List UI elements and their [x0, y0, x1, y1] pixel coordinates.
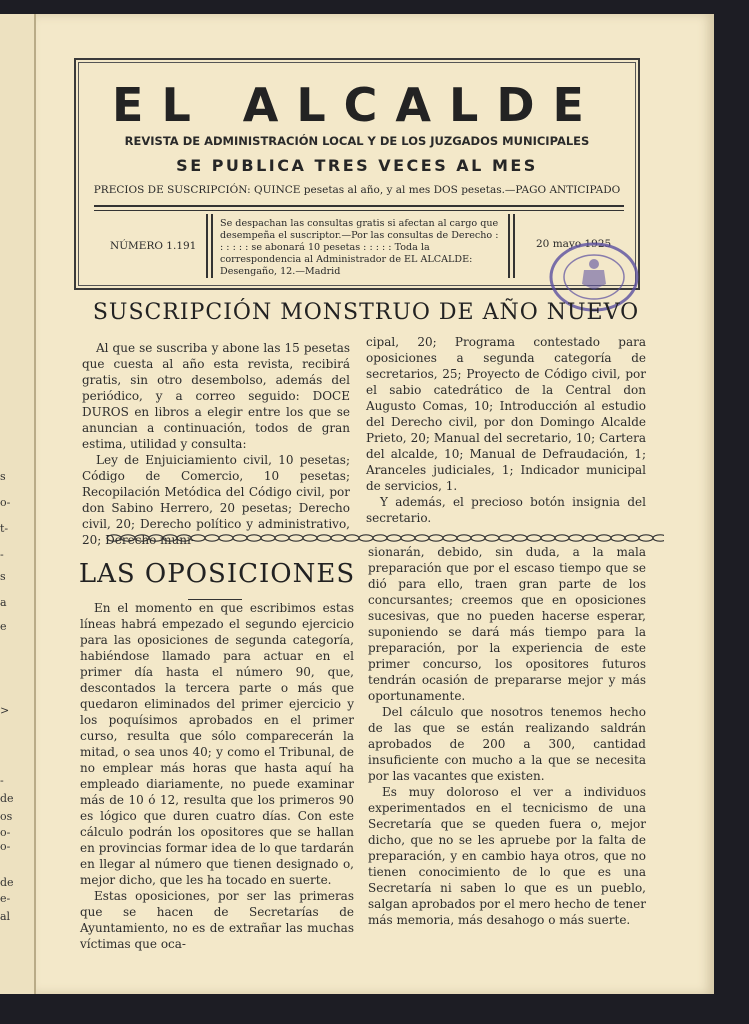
article-headline: SUSCRIPCIÓN MONSTRUO DE AÑO NUEVO — [92, 300, 640, 325]
issue-date: 20 mayo 1925 — [536, 238, 612, 250]
article-column-right — [368, 544, 646, 928]
masthead-divider — [206, 214, 208, 278]
cropped-text-fragment: e — [0, 620, 7, 633]
paragraph: En el momento en que escribimos estas líneas habrá empezado el segundo ejercicio para las oposiciones de segunda categoría, habiéndose llamado para actuar en el primer día hasta el número 90, que, descontados la tercera parte o más que quedaron eliminados del primer ejercicio y los poquísimos aprobados en el primer curso, resulta que sólo comparecerán la mitad, o sea unos 40; y como el Tribunal, de no emplear más horas que hasta aquí ha empleado diariamente, no puede examinar más de 10 ó 12, resulta que los primeros 90 es lógico que duren cuatro días. Con este cálculo podrán los opositores que se hallan en provincias formar idea de lo que tardarán en llegar al número que tienen designado o, mejor dicho, que les ha tocado en suerte. — [80, 601, 354, 887]
cropped-text-fragment: > — [0, 704, 10, 717]
consultation-notice: Se despachan las consultas gratis si afectan al cargo que desempeña el suscriptor.—Por las consultas de Derecho : : : : : : se abonará 10 pesetas : : : : : Toda la correspondencia al Administrador de EL ALCALDE: Desengaño, 12.—Madrid — [220, 218, 499, 277]
cropped-text-fragment: al — [0, 910, 11, 923]
masthead-rule — [94, 205, 624, 207]
masthead-rule — [94, 210, 624, 211]
issue-number: NÚMERO 1.191 — [110, 240, 197, 252]
adjacent-page-edge — [0, 14, 36, 994]
cropped-text-fragment: - — [0, 548, 4, 561]
paragraph: Y además, el precioso botón insignia del secretario. — [366, 495, 646, 525]
masthead-subtitle: REVISTA DE ADMINISTRACIÓN LOCAL Y DE LOS JUZGADOS MUNICIPALES — [124, 134, 590, 148]
paragraph: Del cálculo que nosotros tenemos hecho de las que se están realizando saldrán aprobados de 200 a 300, cantidad insuficiente con mucho a la que se necesita por las vacantes que existen. — [368, 705, 646, 783]
paragraph: Es muy doloroso el ver a individuos experimentados en el tecnicismo de una Secretaría que se queden fuera o, mejor dicho, que no se les apruebe por la falta de preparación, y en cambio haya otros, que no tienen conocimiento de lo que es una Secretaría ni saben lo que es un pueblo, salgan aprobados por el mero hecho de tener más memoria, más desahogo o más suerte. — [368, 785, 646, 927]
masthead-divider — [211, 214, 213, 278]
cropped-text-fragment: a — [0, 596, 7, 609]
article-column-right — [366, 334, 646, 526]
newspaper-page — [36, 14, 714, 994]
cropped-text-fragment: t- — [0, 522, 9, 535]
ornamental-divider — [104, 532, 664, 544]
article-column-left — [82, 340, 350, 548]
cropped-text-fragment: de — [0, 792, 14, 805]
masthead-divider — [513, 214, 515, 278]
subscription-prices: PRECIOS DE SUSCRIPCIÓN: QUINCE pesetas al año, y al mes DOS pesetas.—PAGO ANTICIPADO — [93, 184, 621, 196]
masthead-divider — [508, 214, 510, 278]
cropped-text-fragment: de — [0, 876, 14, 889]
cropped-text-fragment: s — [0, 470, 6, 483]
publication-frequency: SE PUBLICA TRES VECES AL MES — [176, 156, 538, 175]
masthead-title: EL ALCALDE — [112, 78, 602, 132]
paragraph: Ley de Enjuiciamiento civil, 10 pesetas; Código de Comercio, 10 pesetas; Recopilación Metódica del Código civil, por don Sabino Herrero, 20 pesetas; Derecho civil, 20; Derecho político y administrativo, 20; Derecho muni- — [82, 453, 350, 547]
section-headline: LAS OPOSICIONES — [78, 559, 356, 589]
paragraph: Al que se suscriba y abone las 15 pesetas que cuesta al año esta revista, recibirá gratis, sin otro desembolso, además del periódico, y a correo seguido: DOCE DUROS en libros a elegir entre los que se anuncian a continuación, todos de gran estima, utilidad y consulta: — [82, 341, 350, 451]
cropped-text-fragment: - — [0, 774, 4, 787]
article-column-left — [80, 600, 354, 952]
paragraph: sionarán, debido, sin duda, a la mala preparación que por el escaso tiempo que se dió para ello, traen gran parte de los concursantes; creemos que en oposiciones sucesivas, que no pueden hacerse esperar, suponiendo se dará más tiempo para la preparación, por la experiencia de este primer concurso, los opositores futuros tendrán ocasión de prepararse mejor y más oportunamente. — [368, 545, 646, 703]
cropped-text-fragment: s — [0, 570, 6, 583]
cropped-text-fragment: e- — [0, 892, 11, 905]
cropped-text-fragment: o- — [0, 826, 11, 839]
cropped-text-fragment: o- — [0, 840, 11, 853]
paragraph: Estas oposiciones, por ser las primeras que se hacen de Secretarías de Ayuntamiento, no es de extrañar las muchas víctimas que oca- — [80, 889, 354, 951]
cropped-text-fragment: o- — [0, 496, 11, 509]
paragraph: cipal, 20; Programa contestado para oposiciones a segunda categoría de secretarios, 25; Proyecto de Código civil, por el sabio catedrático de la Central don Augusto Comas, 10; Introducción al estudio del Derecho civil, por don Domingo Alcalde Prieto, 20; Manual del secretario, 10; Cartera del alcalde, 10; Manual de Defraudación, 1; Aranceles judiciales, 1; Indicador municipal de servicios, 1. — [366, 335, 646, 493]
cropped-text-fragment: os — [0, 810, 13, 823]
